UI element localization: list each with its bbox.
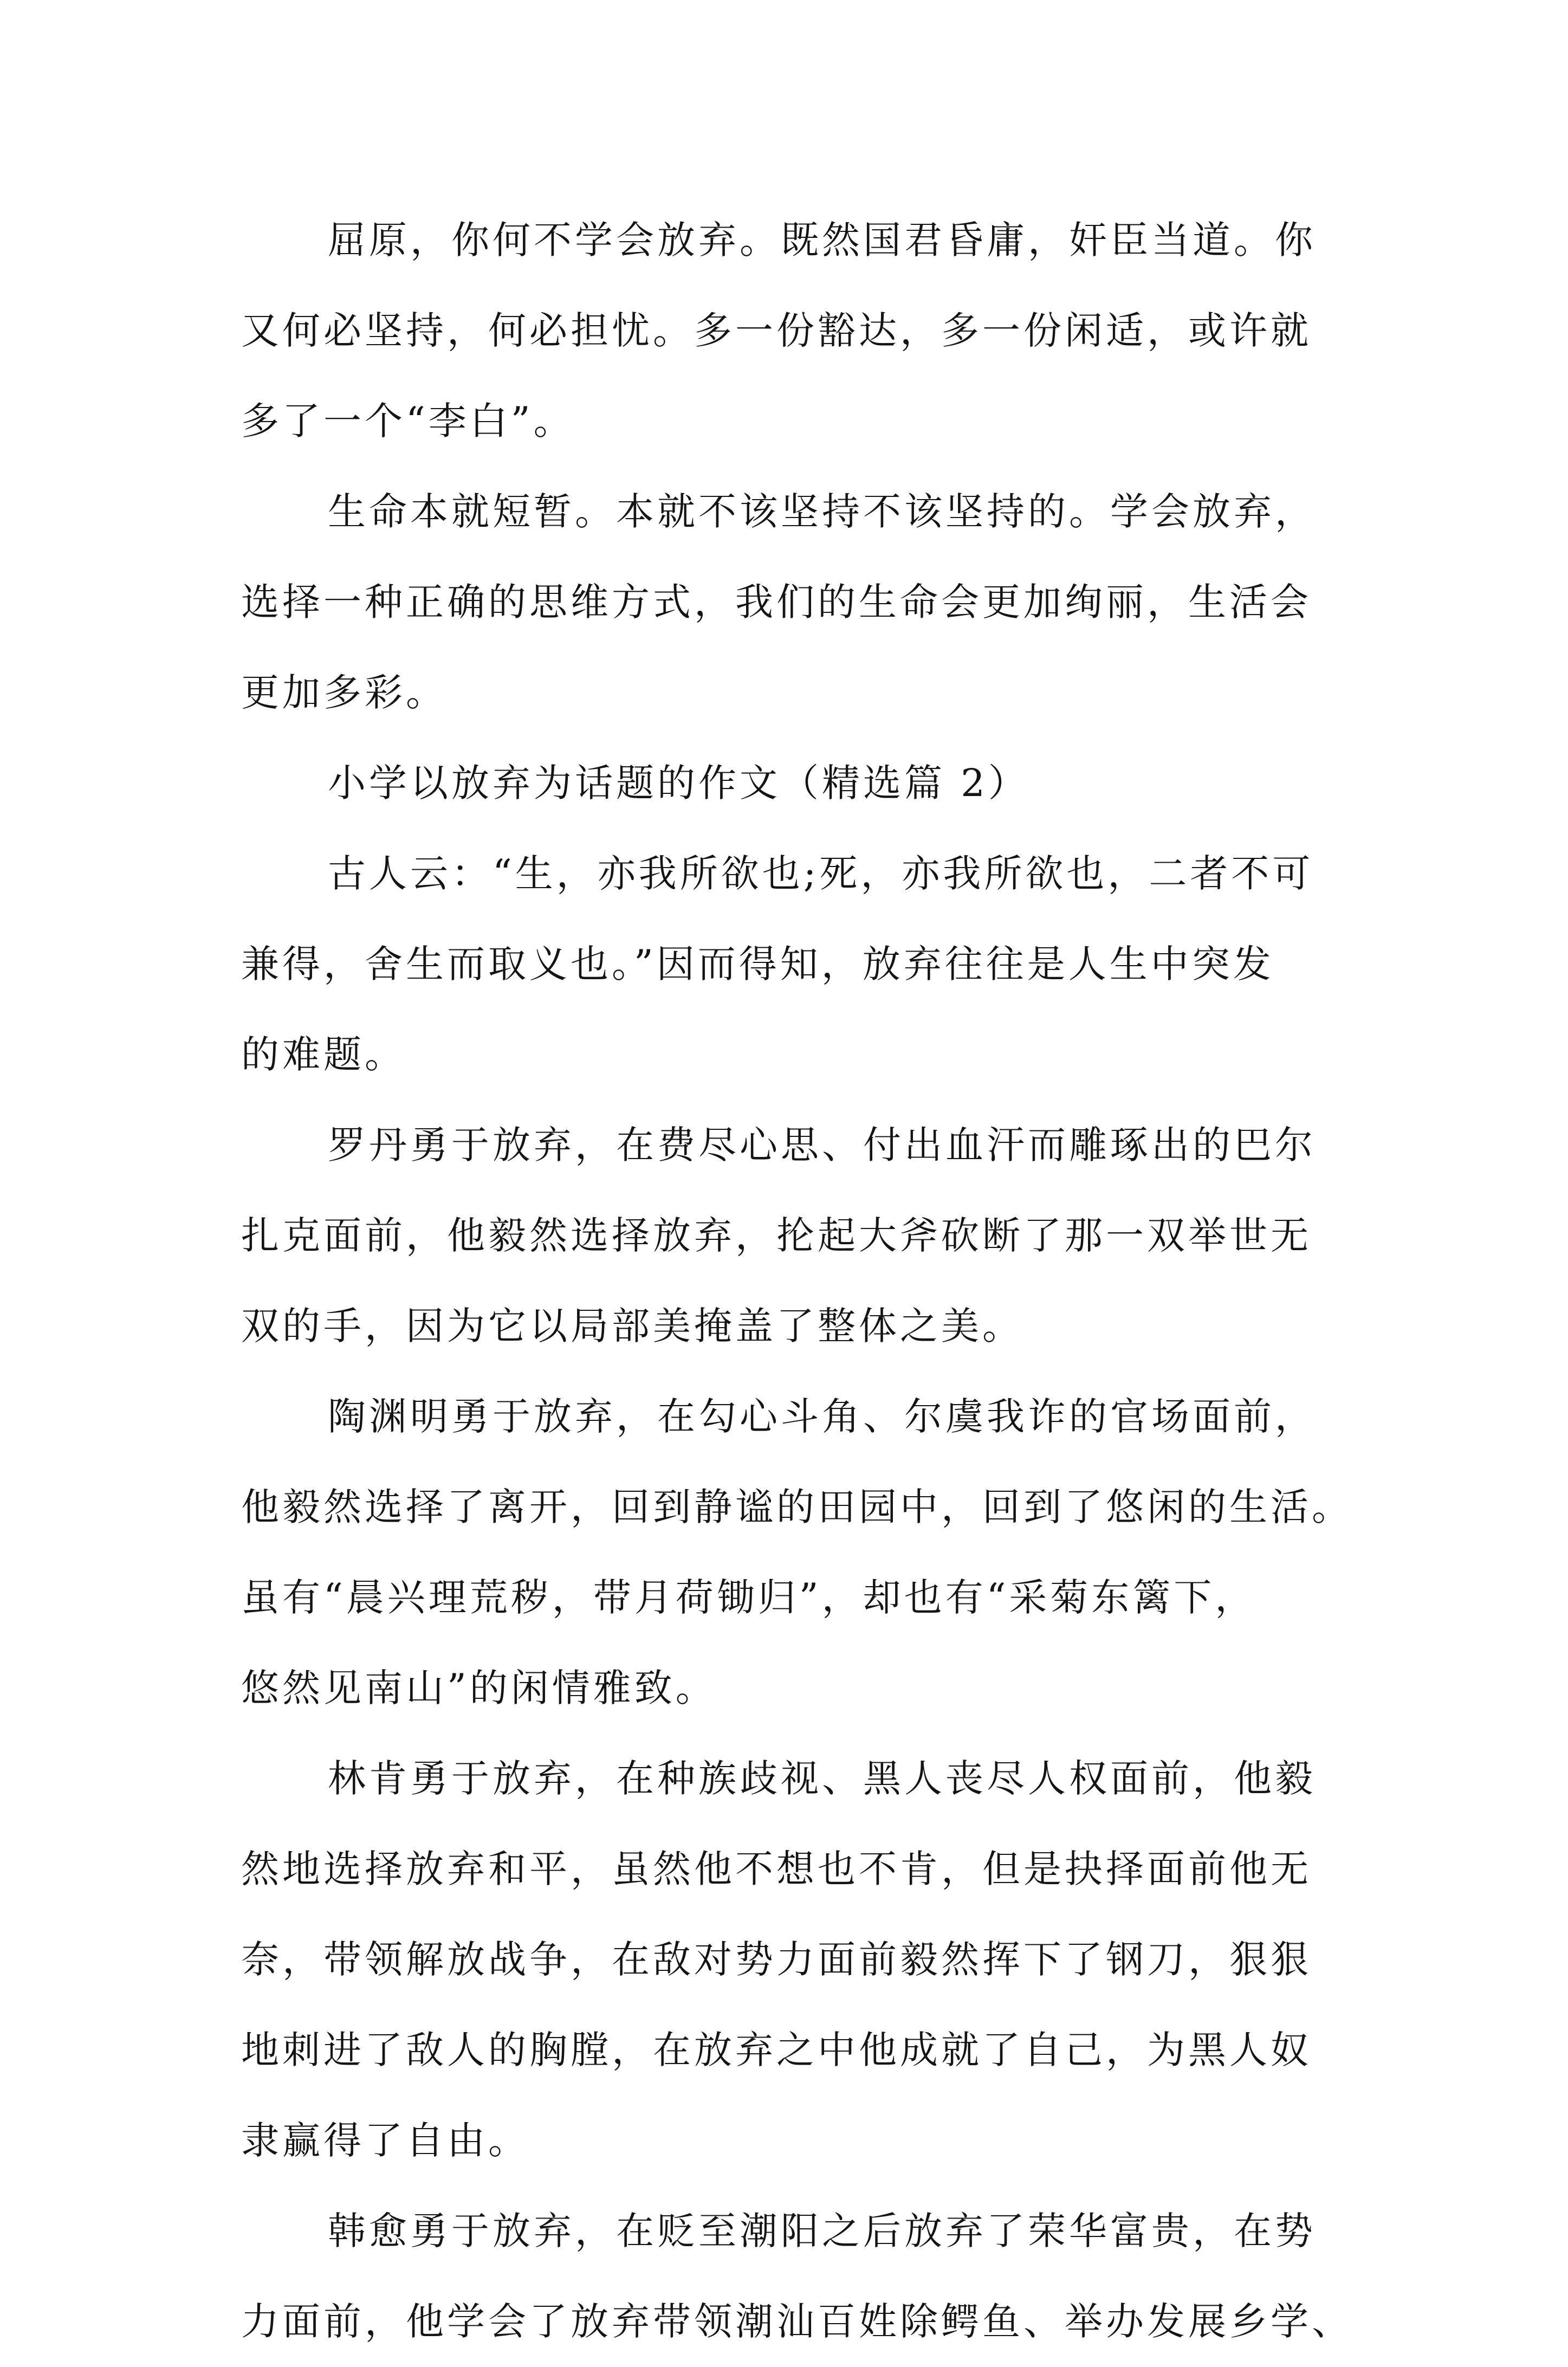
text-line: 韩愈勇于放弃，在贬至潮阳之后放弃了荣华富贵，在势 [328,2209,1316,2253]
text-line: 的难题。 [241,1032,406,1077]
text-line: 奈，带领解放战争，在敌对势力面前毅然挥下了钢刀，狠狠 [241,1937,1312,1982]
text-line: 虽有“晨兴理荒秽，带月荷锄归”，却也有“采菊东篱下， [241,1575,1256,1620]
text-line: 隶赢得了自由。 [241,2118,529,2163]
text-line: 罗丹勇于放弃，在费尽心思、付出血汗而雕琢出的巴尔 [328,1123,1316,1167]
section-heading [241,738,1327,829]
paragraph-qu-yuan [241,195,1327,467]
paragraph-ancient-quote [241,829,1327,1100]
text-line: 生命本就短暂。本就不该坚持不该坚持的。学会放弃， [328,489,1316,534]
text-line: 选择一种正确的思维方式，我们的生命会更加绚丽，生活会 [241,580,1312,624]
paragraph-han-yu [241,2186,1353,2367]
text-line: 陶渊明勇于放弃，在勾心斗角、尔虞我诈的官场面前， [328,1394,1316,1439]
paragraph-tao-yuanming [241,1372,1353,1734]
text-line: 又何必坚持，何必担忧。多一份豁达，多一份闲适，或许就 [241,308,1312,353]
text-line: 多了一个“李白”。 [241,399,575,443]
text-line: 屈原，你何不学会放弃。既然国君昏庸，奸臣当道。你 [328,218,1316,262]
text-line: 地刺进了敌人的胸膛，在放弃之中他成就了自己，为黑人奴 [241,2028,1312,2072]
text-line: 林肯勇于放弃，在种族歧视、黑人丧尽人权面前，他毅 [328,1756,1316,1801]
text-line: 扎克面前，他毅然选择放弃，抡起大斧砍断了那一双举世无 [241,1213,1312,1258]
paragraph-rodin [241,1100,1327,1372]
text-line: 更加多彩。 [241,670,447,715]
text-line: 兼得，舍生而取义也。”因而得知，放弃往往是人生中突发 [241,942,1274,986]
text-line: 然地选择放弃和平，虽然他不想也不肯，但是抉择面前他无 [241,1847,1312,1891]
paragraph-lincoln [241,1734,1327,2186]
text-line: 他毅然选择了离开，回到静谧的田园中，回到了悠闲的生活。 [241,1485,1353,1529]
document-body [241,195,1353,2367]
text-line: 古人云：“生，亦我所欲也;死，亦我所欲也，二者不可 [328,851,1314,896]
section-title: 小学以放弃为话题的作文（精选篇 2） [328,761,1029,805]
text-line: 力面前，他学会了放弃带领潮汕百姓除鳄鱼、举办发展乡学、 [241,2299,1353,2344]
text-line: 悠然见南山”的闲情雅致。 [241,1666,717,1710]
paragraph-life-short [241,467,1327,738]
text-line: 双的手，因为它以局部美掩盖了整体之美。 [241,1304,1023,1348]
